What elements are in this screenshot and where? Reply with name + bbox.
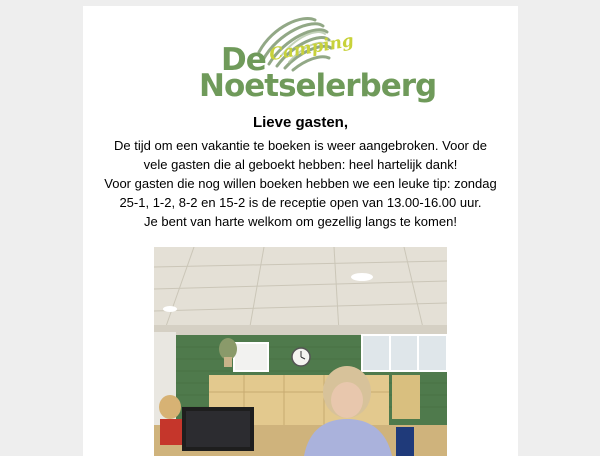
email-card: [83, 6, 518, 456]
camping-logo: [193, 12, 437, 104]
logo-word-noetselerberg: Noetselerberg: [199, 68, 437, 104]
message-paragraph-welcome: Je bent van harte welkom om gezellig langs te komen!: [144, 214, 457, 229]
logo-word-de: De: [221, 42, 266, 78]
message-paragraph-thanks: De tijd om een vakantie te boeken is weer aangebroken. Voor de vele gasten die al geboekt hebben: heel hartelijk dank!: [114, 138, 487, 172]
greeting-heading: Lieve gasten,: [252, 114, 349, 131]
message-paragraph-tip: Voor gasten die nog willen boeken hebben we een leuke tip: zondag 25-1, 1-2, 8-2 en 15-2 is de receptie open van 13.00-16.00 uur.: [104, 176, 497, 210]
message-body: [103, 136, 498, 231]
reception-photo: [154, 247, 447, 456]
logo-word-camping: Camping: [267, 30, 356, 66]
